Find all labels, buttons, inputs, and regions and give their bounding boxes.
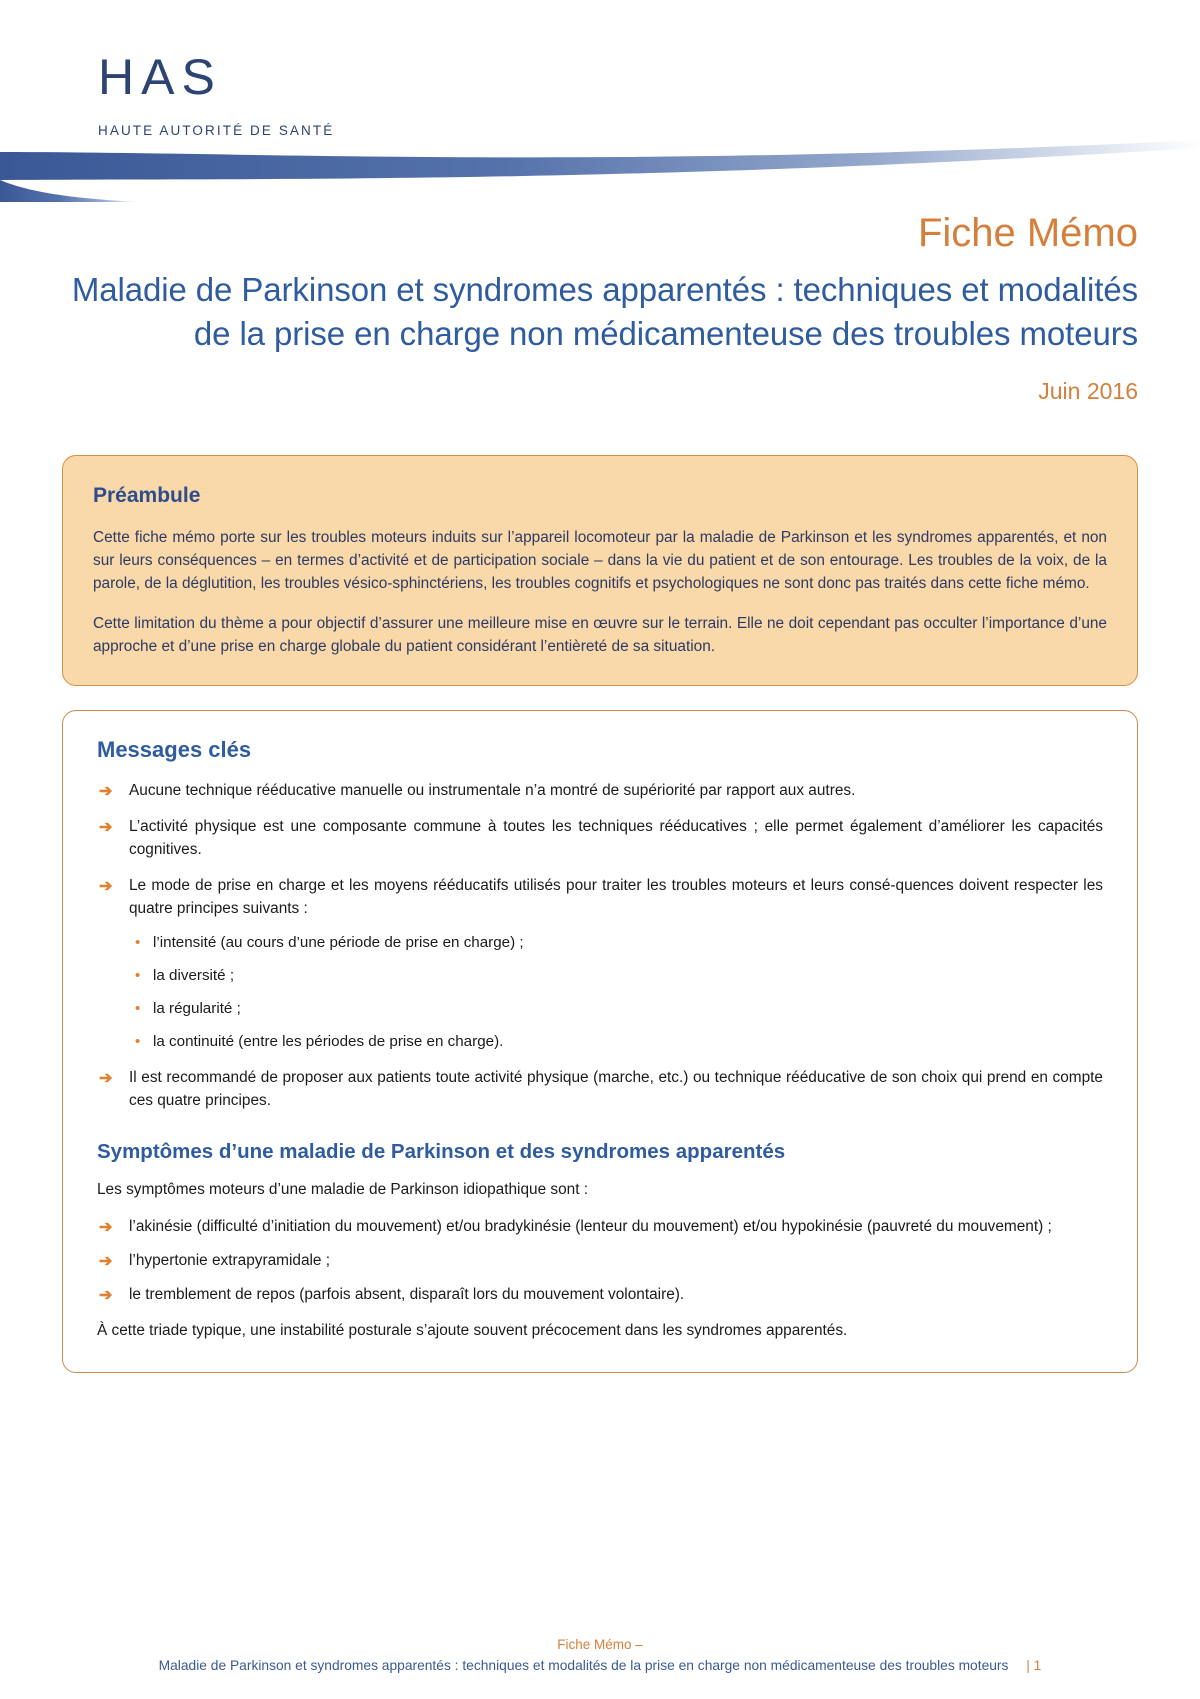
list-item [129,998,1103,1020]
page-header [0,0,1200,205]
has-logo-text: HAS [98,49,222,105]
list-item [97,815,1103,861]
list-item [97,1249,1103,1272]
list-item [129,965,1103,987]
key-messages-heading: Messages clés [97,736,252,762]
bullet-dot-icon: • [135,1033,141,1051]
list-item-text: l’intensité (au cours d’une période de prise en charge) ; [153,934,524,952]
list-item [97,1215,1103,1238]
document-date: Juin 2016 [1038,377,1138,404]
list-item-text: le tremblement de repos (parfois absent, disparaît lors du mouvement volontaire). [129,1285,685,1303]
has-logo-wordmark [98,49,358,110]
arrow-right-icon: ➔ [99,782,113,800]
bullet-dot-icon: • [135,934,141,952]
list-item-text: la continuité (entre les périodes de prise en charge). [153,1033,504,1051]
list-item-text: L’activité physique est une composante commune à toutes les techniques rééducatives ; elle permet également d’améliorer les capacités cognitives. [129,817,1103,858]
list-item-text: la diversité ; [153,967,235,985]
arrow-right-icon: ➔ [99,1218,113,1236]
key-messages-list [97,779,1103,1113]
arrow-right-icon: ➔ [99,877,113,895]
symptoms-closing-paragraph: À cette triade typique, une instabilité posturale s’ajoute souvent précocement dans les syndromes apparentés. [97,1321,848,1339]
preamble-box [62,455,1138,686]
bullet-dot-icon: • [135,1000,141,1018]
footer-subtitle-row [0,1658,1200,1673]
preamble-paragraph: Cette limitation du thème a pour objectif d’assurer une meilleure mise en œuvre sur le terrain. Elle ne doit cependant pas occulter l’importance d’une approche et d’une prise en charge globale du patient considérant l’entièreté de sa situation. [93,614,1107,656]
symptoms-list [97,1215,1103,1306]
list-item-text: Le mode de prise en charge et les moyens rééducatifs utilisés pour traiter les troubles moteurs et leurs consé-quences doivent respecter les quatre principes suivants : [129,876,1103,918]
list-item [97,1283,1103,1306]
arrow-right-icon: ➔ [99,1070,113,1088]
document-kicker: Fiche Mémo [917,211,1138,255]
preamble-heading: Préambule [93,483,201,507]
title-block [0,205,1200,405]
arrow-right-icon: ➔ [99,1286,113,1304]
bullet-dot-icon: • [135,967,141,985]
has-logo-subtitle: HAUTE AUTORITÉ DE SANTÉ [98,123,335,138]
list-item-text: Aucune technique rééducative manuelle ou instrumentale n’a montré de supériorité par rapport aux autres. [129,781,856,799]
list-item [97,874,1103,1053]
has-logo [98,49,358,138]
preamble-paragraph: Cette fiche mémo porte sur les troubles moteurs induits sur l’appareil locomoteur par la maladie de Parkinson et les syndromes apparentés, et non sur leurs conséquences – en termes d’activité et de participation sociale – dans la vie du patient et de son entourage. Les troubles de la voix, de la parole, de la déglutition, les troubles vésico-sphinctériens, les troubles cognitifs et psychologiques ne sont donc pas traités dans cette fiche mémo. [93,528,1107,593]
list-item [97,1066,1103,1112]
list-item-text: Il est recommandé de proposer aux patients toute activité physique (marche, etc.) ou technique rééducative de son choix qui prend en compte ces quatre principes. [129,1069,1103,1110]
header-swoosh-graphic [0,140,1200,202]
list-item [129,932,1103,954]
page-title: Maladie de Parkinson et syndromes apparentés : techniques et modalités de la prise en charge non médicamenteuse des troubles moteurs [71,270,1138,352]
list-item [97,779,1103,802]
list-item-text: la régularité ; [153,1000,241,1018]
key-messages-box [62,710,1138,1373]
list-item-text: l’hypertonie extrapyramidale ; [129,1251,331,1269]
page-footer [0,1637,1200,1673]
four-principles-list [129,932,1103,1053]
symptoms-intro: Les symptômes moteurs d’une maladie de Parkinson idiopathique sont : [97,1181,589,1199]
footer-subtitle: Maladie de Parkinson et syndromes apparentés : techniques et modalités de la prise en charge non médicamenteuse des troubles moteurs [158,1658,1009,1673]
has-logo-red-swish-icon [150,88,266,110]
list-item [129,1031,1103,1053]
page-number: | 1 [1026,1658,1042,1673]
list-item-text: l’akinésie (difficulté d’initiation du mouvement) et/ou bradykinésie (lenteur du mouvement) et/ou hypokinésie (pauvreté du mouvement) ; [129,1217,1052,1235]
arrow-right-icon: ➔ [99,818,113,836]
arrow-right-icon: ➔ [99,1252,113,1270]
symptoms-heading: Symptômes d’une maladie de Parkinson et des syndromes apparentés [97,1140,786,1164]
footer-kicker: Fiche Mémo – [557,1637,643,1652]
